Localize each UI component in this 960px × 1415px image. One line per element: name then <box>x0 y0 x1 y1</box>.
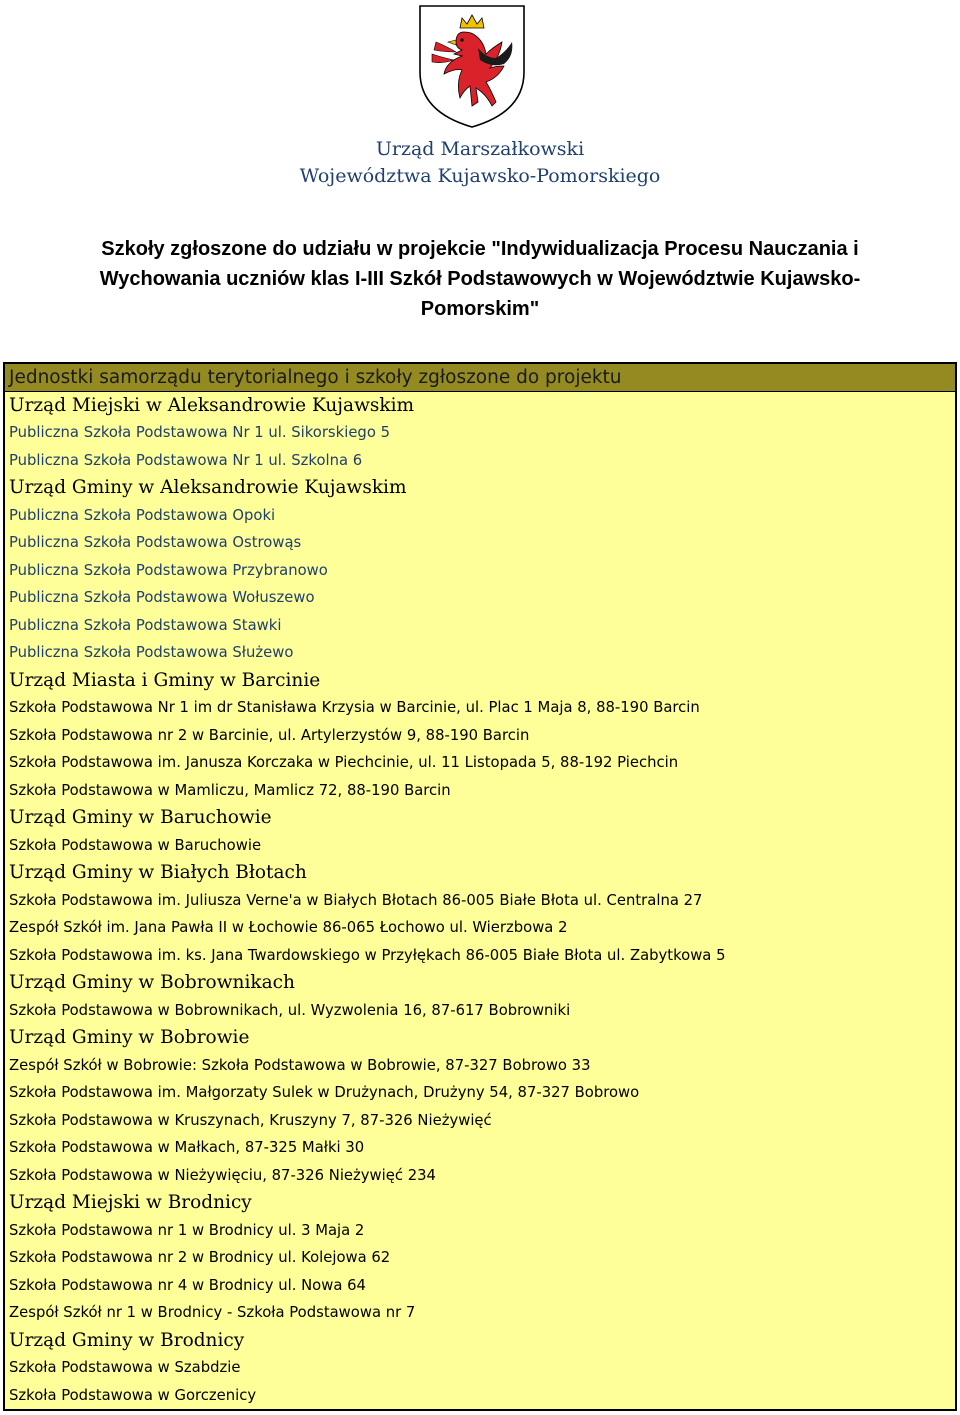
school-row: Zespół Szkół w Bobrowie: Szkoła Podstawowa w Bobrowie, 87-327 Bobrowo 33 <box>9 1056 591 1074</box>
office-name-line1: Urząd Marszałkowski <box>375 138 585 160</box>
municipality-row: Urząd Gminy w Baruchowie <box>9 807 272 829</box>
school-row: Publiczna Szkoła Podstawowa Przybranowo <box>9 561 328 579</box>
school-row: Szkoła Podstawowa w Baruchowie <box>9 836 262 854</box>
municipality-row: Urząd Gminy w Aleksandrowie Kujawskim <box>9 477 407 499</box>
school-row: Publiczna Szkoła Podstawowa Stawki <box>9 616 282 634</box>
school-row: Publiczna Szkoła Podstawowa Nr 1 ul. Szkolna 6 <box>9 451 363 469</box>
municipality-row: Urząd Gminy w Brodnicy <box>9 1329 245 1351</box>
school-row: Szkoła Podstawowa w Mamliczu, Mamlicz 72, 88-190 Barcin <box>9 781 451 799</box>
municipality-row: Urząd Miasta i Gminy w Barcinie <box>9 669 321 691</box>
school-row: Szkoła Podstawowa w Bobrownikach, ul. Wyzwolenia 16, 87-617 Bobrowniki <box>9 1001 571 1019</box>
school-row: Publiczna Szkoła Podstawowa Opoki <box>9 506 276 524</box>
school-row: Publiczna Szkoła Podstawowa Ostrowąs <box>9 534 302 552</box>
school-row: Szkoła Podstawowa im. Janusza Korczaka w Piechcinie, ul. 11 Listopada 5, 88-192 Piechcin <box>9 754 679 772</box>
document-title-line: Wychowania uczniów klas I-III Szkół Podstawowych w Województwie Kujawsko- <box>99 268 861 290</box>
municipality-row: Urząd Gminy w Bobrownikach <box>9 972 295 994</box>
school-row: Szkoła Podstawowa nr 1 w Brodnicy ul. 3 Maja 2 <box>9 1221 365 1239</box>
school-row: Szkoła Podstawowa w Nieżywięciu, 87-326 Nieżywięć 234 <box>9 1166 436 1184</box>
document-title <box>40 234 920 324</box>
school-row: Szkoła Podstawowa im. Małgorzaty Sulek w Drużynach, Drużyny 54, 87-327 Bobrowo <box>9 1084 640 1102</box>
school-row: Szkoła Podstawowa w Gorczenicy <box>9 1386 257 1404</box>
school-row: Publiczna Szkoła Podstawowa Nr 1 ul. Sikorskiego 5 <box>9 424 390 442</box>
document-title-line: Pomorskim" <box>420 298 540 320</box>
municipality-row: Urząd Miejski w Aleksandrowie Kujawskim <box>9 394 415 416</box>
coat-of-arms-griffin-icon <box>416 2 528 130</box>
municipality-row: Urząd Gminy w Białych Błotach <box>9 862 307 884</box>
school-row: Publiczna Szkoła Podstawowa Służewo <box>9 644 294 662</box>
school-row: Szkoła Podstawowa nr 2 w Brodnicy ul. Kolejowa 62 <box>9 1249 391 1267</box>
school-row: Szkoła Podstawowa im. Juliusza Verne'a w Białych Błotach 86-005 Białe Błota ul. Centralna 27 <box>9 891 703 909</box>
school-row: Szkoła Podstawowa w Kruszynach, Kruszyny 7, 87-326 Nieżywięć <box>9 1111 492 1129</box>
school-row: Szkoła Podstawowa im. ks. Jana Twardowskiego w Przyłękach 86-005 Białe Błota ul. Zabytkowa 5 <box>9 946 726 964</box>
schools-table <box>3 362 957 1411</box>
school-row: Szkoła Podstawowa w Szabdzie <box>9 1359 241 1377</box>
school-row: Szkoła Podstawowa nr 2 w Barcinie, ul. Artylerzystów 9, 88-190 Barcin <box>9 726 530 744</box>
document-title-line: Szkoły zgłoszone do udziału w projekcie "Indywidualizacja Procesu Nauczania i <box>101 238 859 260</box>
table-header: Jednostki samorządu terytorialnego i szkoły zgłoszone do projektu <box>5 364 955 392</box>
school-row: Szkoła Podstawowa nr 4 w Brodnicy ul. Nowa 64 <box>9 1276 366 1294</box>
school-row: Szkoła Podstawowa Nr 1 im dr Stanisława Krzysia w Barcinie, ul. Plac 1 Maja 8, 88-190 Barcin <box>9 699 700 717</box>
municipality-row: Urząd Miejski w Brodnicy <box>9 1192 252 1214</box>
table-body <box>5 392 955 1410</box>
office-name-line2: Województwa Kujawsko-Pomorskiego <box>299 165 661 187</box>
municipality-row: Urząd Gminy w Bobrowie <box>9 1027 250 1049</box>
school-row: Publiczna Szkoła Podstawowa Wołuszewo <box>9 589 315 607</box>
school-row: Szkoła Podstawowa w Małkach, 87-325 Małki 30 <box>9 1139 365 1157</box>
school-row: Zespół Szkół im. Jana Pawła II w Łochowie 86-065 Łochowo ul. Wierzbowa 2 <box>9 919 568 937</box>
school-row: Zespół Szkół nr 1 w Brodnicy - Szkoła Podstawowa nr 7 <box>9 1304 416 1322</box>
